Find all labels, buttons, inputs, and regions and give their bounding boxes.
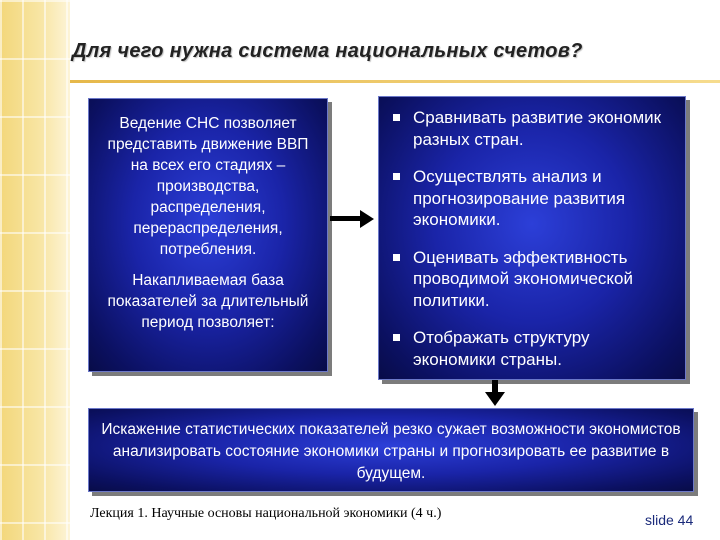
purpose-item [387,166,675,231]
right-arrow-icon [360,210,374,228]
square-bullet-icon [393,254,400,261]
purpose-item [387,247,675,312]
purpose-item [387,327,675,370]
purpose-item [387,107,675,150]
purposes-box [378,96,686,380]
lecture-footer: Лекция 1. Научные основы национальной экономики (4 ч.) [90,506,442,521]
right-arrow-shaft [330,216,364,221]
page-title: Для чего нужна система национальных счетов? [72,40,583,62]
square-bullet-icon [393,334,400,341]
square-bullet-icon [393,173,400,180]
square-bullet-icon [393,114,400,121]
snc-database-text: Накапливаемая база показателей за длительный период позволяет: [107,272,309,331]
snc-description-text: Ведение СНС позволяет представить движение ВВП на всех его стадиях – производства, распределения, перераспределения, потребления. [107,115,309,258]
purpose-text: Отображать структуру экономики страны. [413,328,590,369]
slide-number: slide 44 [645,512,694,528]
down-arrow-icon [485,392,505,406]
snc-description-box [88,98,328,372]
purpose-text: Оценивать эффективность проводимой экономической политики. [413,247,633,310]
purpose-text: Сравнивать развитие экономик разных стран. [413,108,662,149]
decorative-side-band [0,0,70,540]
conclusion-box [88,408,694,492]
conclusion-text: Искажение статистических показателей резко сужает возможности экономистов анализировать состояние экономики страны и прогнозировать ее развитие в будущем. [101,421,681,482]
purpose-text: Осуществлять анализ и прогнозирование развития экономики. [413,167,626,229]
title-underline [70,80,720,83]
